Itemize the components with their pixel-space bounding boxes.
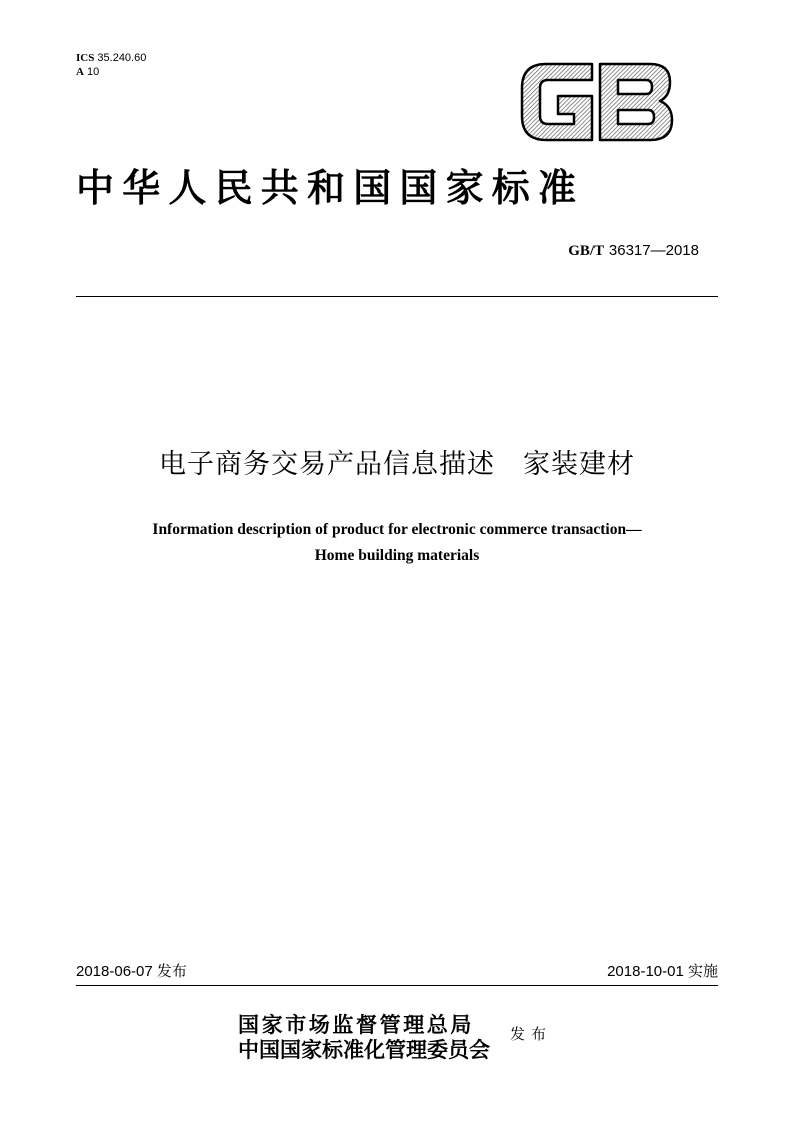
bottom-divider (76, 985, 718, 986)
gb-logo-icon (518, 60, 674, 144)
ics-line (76, 51, 146, 65)
implementation-date: 2018-10-01 实施 (607, 963, 718, 980)
class-line (76, 65, 146, 79)
class-code: 10 (87, 66, 100, 78)
issuer-line1: 国家市场监督管理总局 (238, 1012, 474, 1037)
ics-block (76, 51, 146, 79)
standard-code (568, 241, 699, 260)
issue-date: 2018-06-07 发布 (76, 963, 187, 980)
ics-code: 35.240.60 (97, 52, 147, 64)
english-title-line2: Home building materials (314, 547, 480, 564)
english-title (0, 517, 794, 569)
publish-label: 发布 (510, 1025, 553, 1043)
class-label: A (76, 66, 84, 78)
ics-label: ICS (76, 52, 95, 64)
chinese-title: 电子商务交易产品信息描述 家装建材 (159, 449, 635, 480)
national-standard-title: 中华人民共和国国家标准 (76, 165, 585, 210)
issuer-line2: 中国国家标准化管理委员会 (238, 1037, 490, 1062)
english-title-line1: Information description of product for electronic commerce transaction— (152, 521, 642, 538)
top-divider (76, 296, 718, 297)
standard-code-prefix: GB/T (568, 243, 605, 259)
standard-code-number: 36317—2018 (608, 242, 699, 259)
issuing-organizations (238, 1012, 490, 1062)
